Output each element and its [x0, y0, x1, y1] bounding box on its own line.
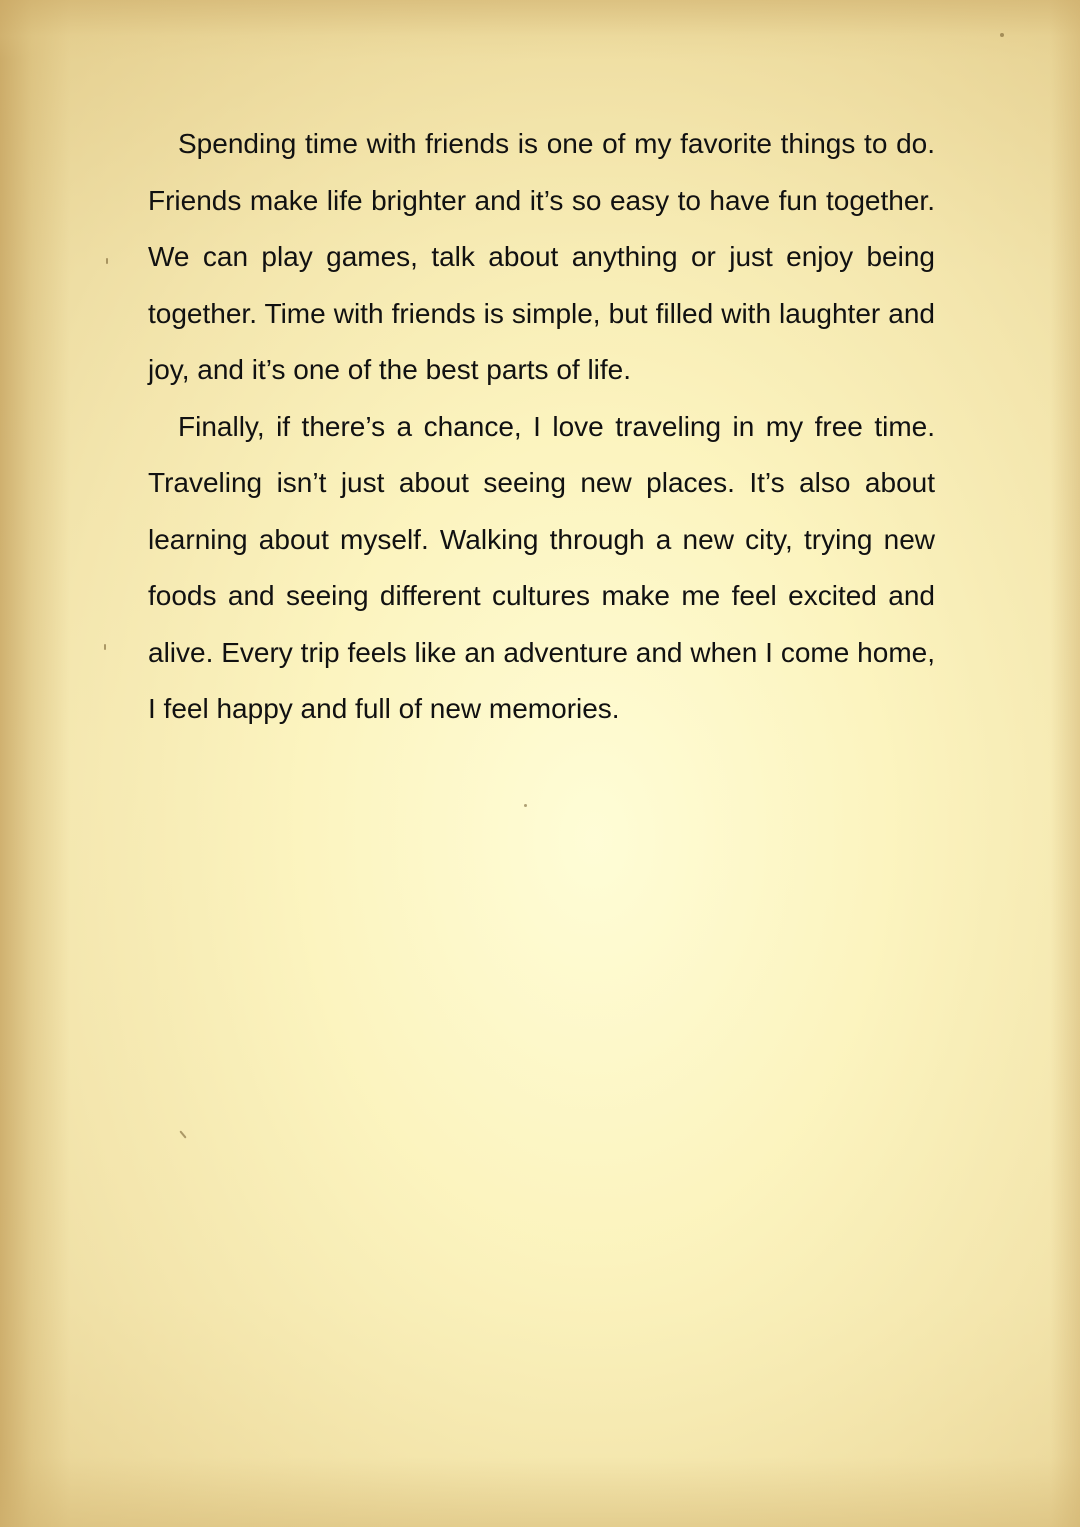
paper-speck: [524, 804, 527, 807]
paper-speck: [179, 1130, 186, 1138]
paper-speck: [104, 644, 106, 650]
paper-edge-top: [0, 0, 1080, 60]
paper-edge-right: [1050, 0, 1080, 1527]
paper-edge-left: [0, 0, 70, 1527]
document-body: [148, 116, 935, 738]
paper-speck: [106, 258, 108, 264]
paper-speck: [1000, 33, 1004, 37]
paper-edge-bottom: [0, 1457, 1080, 1527]
paragraph-traveling: Finally, if there’s a chance, I love traveling in my free time. Traveling isn’t just about seeing new places. It’s also about learning about myself. Walking through a new city, trying new foods and seeing different cultures make me feel excited and alive. Every trip feels like an adventure and when I come home, I feel happy and full of new memories.: [148, 410, 935, 724]
paragraph-friends: Spending time with friends is one of my favorite things to do. Friends make life brighter and it’s so easy to have fun together. We can play games, talk about anything or just enjoy being together. Time with friends is simple, but filled with laughter and joy, and it’s one of the best parts of life.: [148, 128, 935, 385]
